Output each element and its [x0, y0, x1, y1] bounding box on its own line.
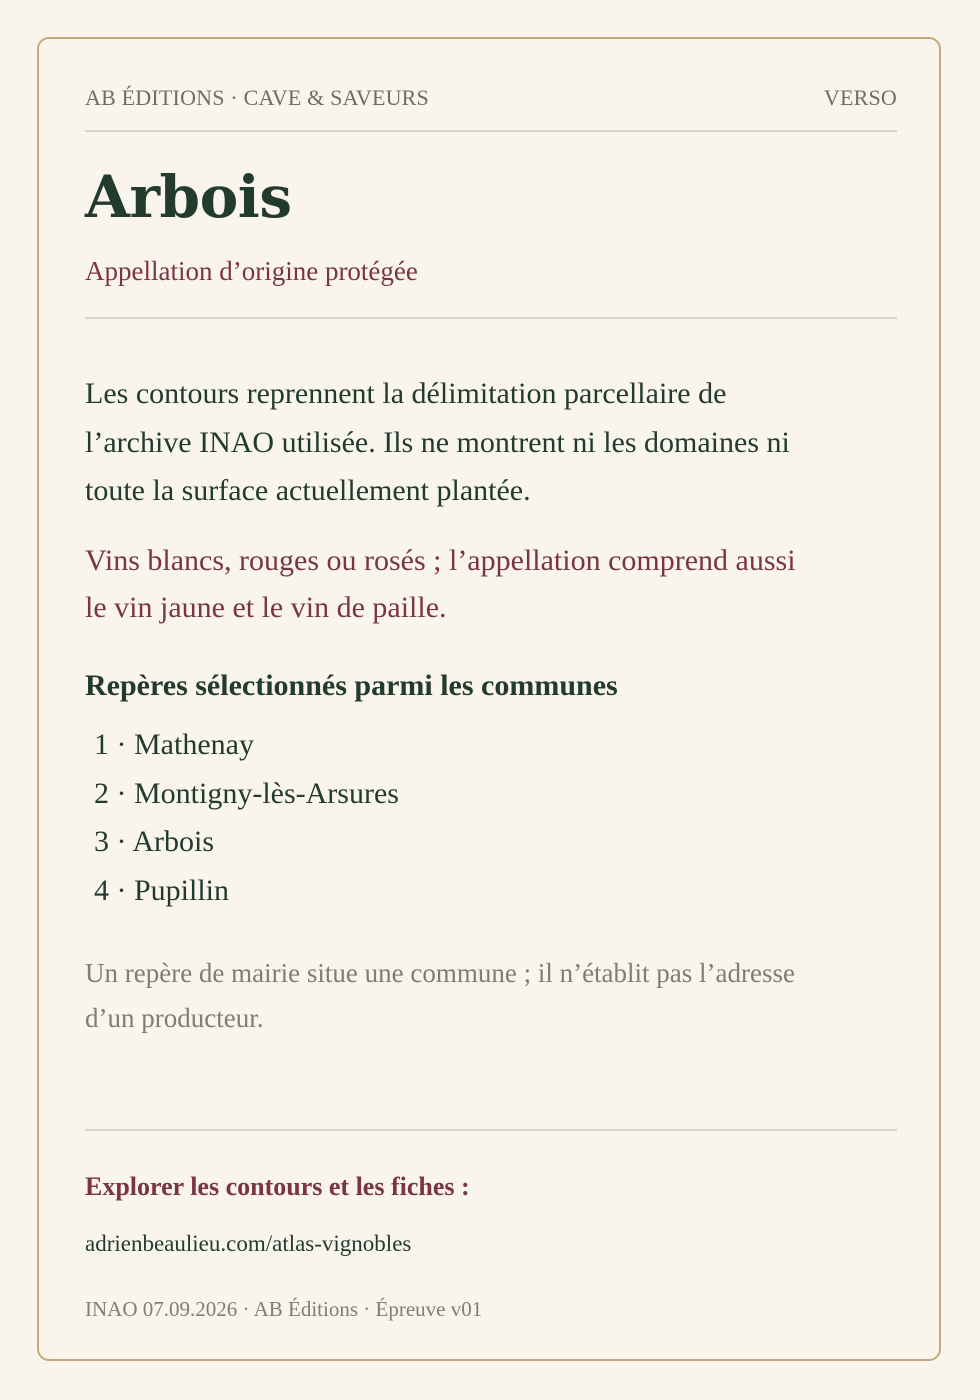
header-divider [85, 130, 897, 132]
commune-item-mathenay: 1 · Mathenay [94, 728, 254, 761]
commune-item-montigny: 2 · Montigny-lès-Arsures [94, 776, 399, 810]
publisher-label: AB ÉDITIONS · CAVE & SAVEURS [85, 85, 429, 110]
mairie-note: Un repère de mairie situe une commune ; il n’établit pas l’adresse d’un producteur. [85, 958, 795, 1033]
explore-heading: Explorer les contours et les fiches : [85, 1172, 470, 1201]
side-label: VERSO [823, 85, 897, 110]
commune-item-arbois: 3 · Arbois [94, 825, 214, 858]
atlas-link[interactable]: adrienbeaulieu.com/atlas-vignobles [85, 1231, 412, 1256]
page-title: Arbois [85, 163, 292, 231]
title-divider [85, 317, 897, 319]
edition-footer: INAO 07.09.2026 · AB Éditions · Épreuve v01 [85, 1297, 483, 1321]
appellation-subtitle: Appellation d’origine protégée [85, 256, 418, 286]
card-header [85, 83, 897, 113]
wine-types: Vins blancs, rouges ou rosés ; l’appellation comprend aussi le vin jaune et le vin de paille. [85, 544, 796, 624]
communes-heading: Repères sélectionnés parmi les communes [85, 669, 618, 702]
verso-card [37, 37, 941, 1361]
contour-description: Les contours reprennent la délimitation parcellaire de l’archive INAO utilisée. Ils ne montrent ni les domaines ni toute la surface actuellement plantée. [85, 377, 790, 507]
footer-divider [85, 1129, 897, 1131]
commune-list [85, 721, 897, 915]
commune-item-pupillin: 4 · Pupillin [94, 873, 230, 907]
